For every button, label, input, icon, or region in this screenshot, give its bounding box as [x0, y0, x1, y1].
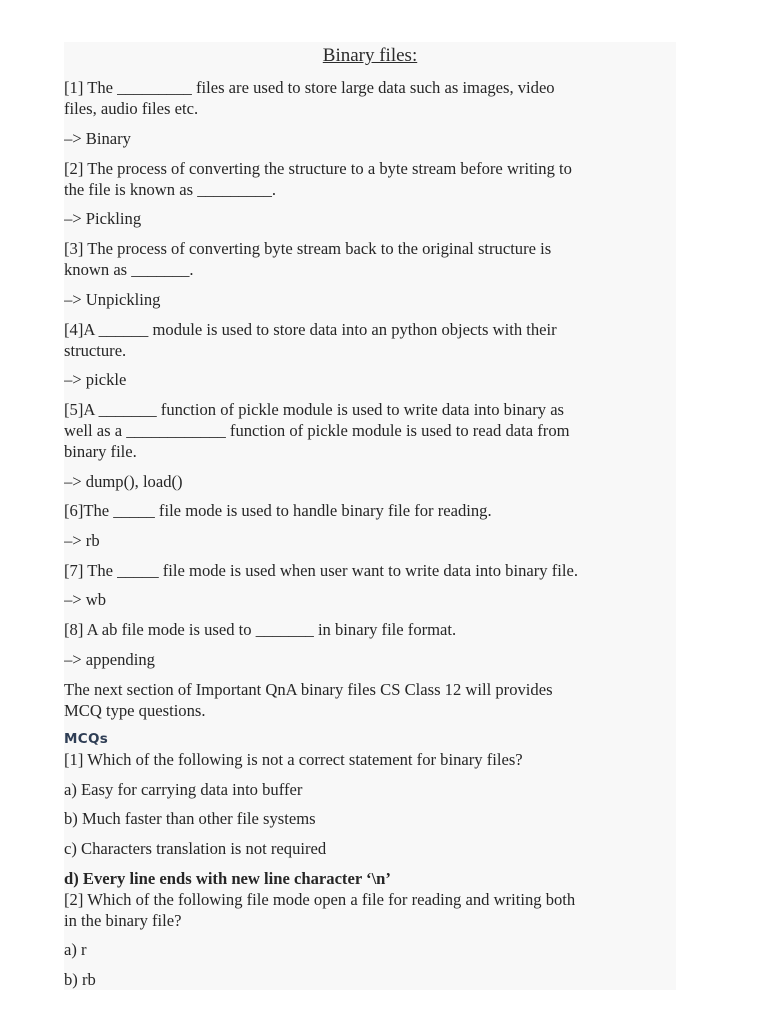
intro-text-line-2: MCQ type questions.: [64, 701, 206, 720]
q8-answer: –> appending: [64, 650, 155, 669]
mcq-heading: MCQs: [64, 731, 109, 747]
q4-answer: –> pickle: [64, 370, 127, 389]
q6-text: [6]The _____ file mode is used to handle binary file for reading.: [64, 501, 492, 520]
q3-text-line-2: known as _______.: [64, 260, 194, 279]
q1-text-line-1: [1] The _________ files are used to store large data such as images, video: [64, 78, 555, 97]
q2-text-line-1: [2] The process of converting the structure to a byte stream before writing to: [64, 159, 572, 178]
q5-text-line-1: [5]A _______ function of pickle module is used to write data into binary as: [64, 400, 565, 419]
document-page: [64, 42, 676, 990]
mcq1-option-c: c) Characters translation is not required: [64, 839, 327, 858]
q4-text-line-1: [4]A ______ module is used to store data into an python objects with their: [64, 320, 557, 339]
q2-answer: –> Pickling: [64, 209, 142, 228]
mcq1-option-b: b) Much faster than other file systems: [64, 809, 316, 828]
q3-text-line-1: [3] The process of converting byte stream back to the original structure is: [64, 239, 552, 258]
mcq2-question-line-1: [2] Which of the following file mode open a file for reading and writing both: [64, 890, 576, 909]
mcq1-question: [1] Which of the following is not a correct statement for binary files?: [64, 750, 523, 769]
q6-answer: –> rb: [64, 531, 100, 550]
q2-text-line-2: the file is known as _________.: [64, 180, 277, 199]
q8-text: [8] A ab file mode is used to _______ in binary file format.: [64, 620, 457, 639]
q4-text-line-2: structure.: [64, 341, 127, 360]
mcq2-question-line-2: in the binary file?: [64, 911, 182, 930]
q3-answer: –> Unpickling: [64, 290, 161, 309]
q7-text: [7] The _____ file mode is used when user want to write data into binary file.: [64, 561, 578, 580]
intro-text-line-1: The next section of Important QnA binary files CS Class 12 will provides: [64, 680, 553, 699]
q5-text-line-2: well as a ____________ function of pickle module is used to read data from: [64, 421, 570, 440]
q5-answer: –> dump(), load(): [64, 472, 183, 491]
mcq2-option-b: b) rb: [64, 970, 96, 989]
page-title: Binary files:: [322, 45, 418, 66]
q1-text-line-2: files, audio files etc.: [64, 99, 199, 118]
mcq1-option-a: a) Easy for carrying data into buffer: [64, 780, 303, 799]
q7-answer: –> wb: [64, 590, 107, 609]
mcq2-option-a: a) r: [64, 940, 87, 959]
q1-answer: –> Binary: [64, 129, 131, 148]
q5-text-line-3: binary file.: [64, 442, 137, 461]
mcq1-option-d: d) Every line ends with new line character ‘\n’: [64, 869, 391, 888]
